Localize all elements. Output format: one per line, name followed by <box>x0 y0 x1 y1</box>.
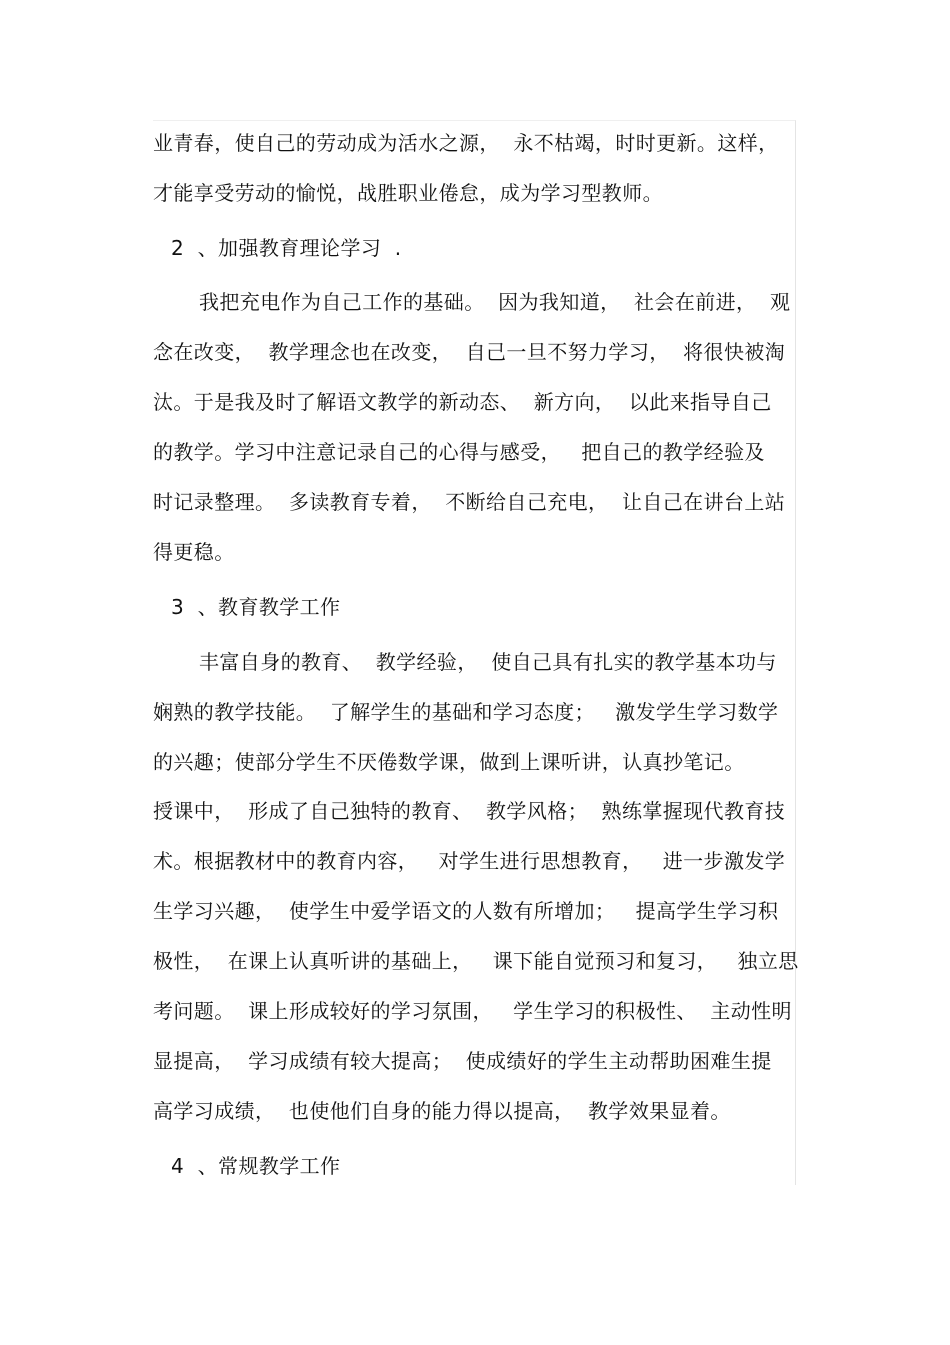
text-line: 我把充电作为自己工作的基础。 因为我知道， 社会在前进， 观 <box>199 290 791 314</box>
text-line: 丰富自身的教育、 教学经验， 使自己具有扎实的教学基本功与 <box>199 650 777 674</box>
text-line: 时记录整理。 多读教育专着， 不断给自己充电， 让自己在讲台上站 <box>153 490 786 514</box>
text-line: 业青春，使自己的劳动成为活水之源， 永不枯竭，时时更新。这样， <box>153 131 779 155</box>
text-line: 娴熟的教学技能。 了解学生的基础和学习态度； 激发学生学习数学 <box>153 700 779 724</box>
section-heading: 2 、加强教育理论学习 . <box>171 236 402 260</box>
section-heading: 4 、常规教学工作 <box>171 1154 341 1178</box>
text-line: 考问题。 课上形成较好的学习氛围， 学生学习的积极性、 主动性明 <box>153 999 792 1023</box>
section-heading: 3 、教育教学工作 <box>171 595 341 619</box>
text-line: 授课中， 形成了自己独特的教育、 教学风格； 熟练掌握现代教育技 <box>153 799 786 823</box>
text-line: 显提高， 学习成绩有较大提高； 使成绩好的学生主动帮助困难生提 <box>153 1049 772 1073</box>
text-line: 的兴趣；使部分学生不厌倦数学课，做到上课听讲，认真抄笔记。 <box>153 750 745 774</box>
text-line: 汰。于是我及时了解语文教学的新动态、 新方向， 以此来指导自己 <box>153 390 772 414</box>
text-line: 高学习成绩， 也使他们自身的能力得以提高， 教学效果显着。 <box>153 1099 731 1123</box>
text-line: 生学习兴趣， 使学生中爱学语文的人数有所增加； 提高学生学习积 <box>153 899 779 923</box>
text-line: 念在改变， 教学理念也在改变， 自己一旦不努力学习， 将很快被淘 <box>153 340 786 364</box>
text-line: 术。根据教材中的教育内容， 对学生进行思想教育， 进一步激发学 <box>153 849 786 873</box>
text-line: 得更稳。 <box>153 540 235 564</box>
text-line: 的教学。学习中注意记录自己的心得与感受， 把自己的教学经验及 <box>153 440 765 464</box>
text-line: 极性， 在课上认真听讲的基础上， 课下能自觉预习和复习， 独立思 <box>153 949 799 973</box>
text-line: 才能享受劳动的愉悦，战胜职业倦怠，成为学习型教师。 <box>153 181 663 205</box>
